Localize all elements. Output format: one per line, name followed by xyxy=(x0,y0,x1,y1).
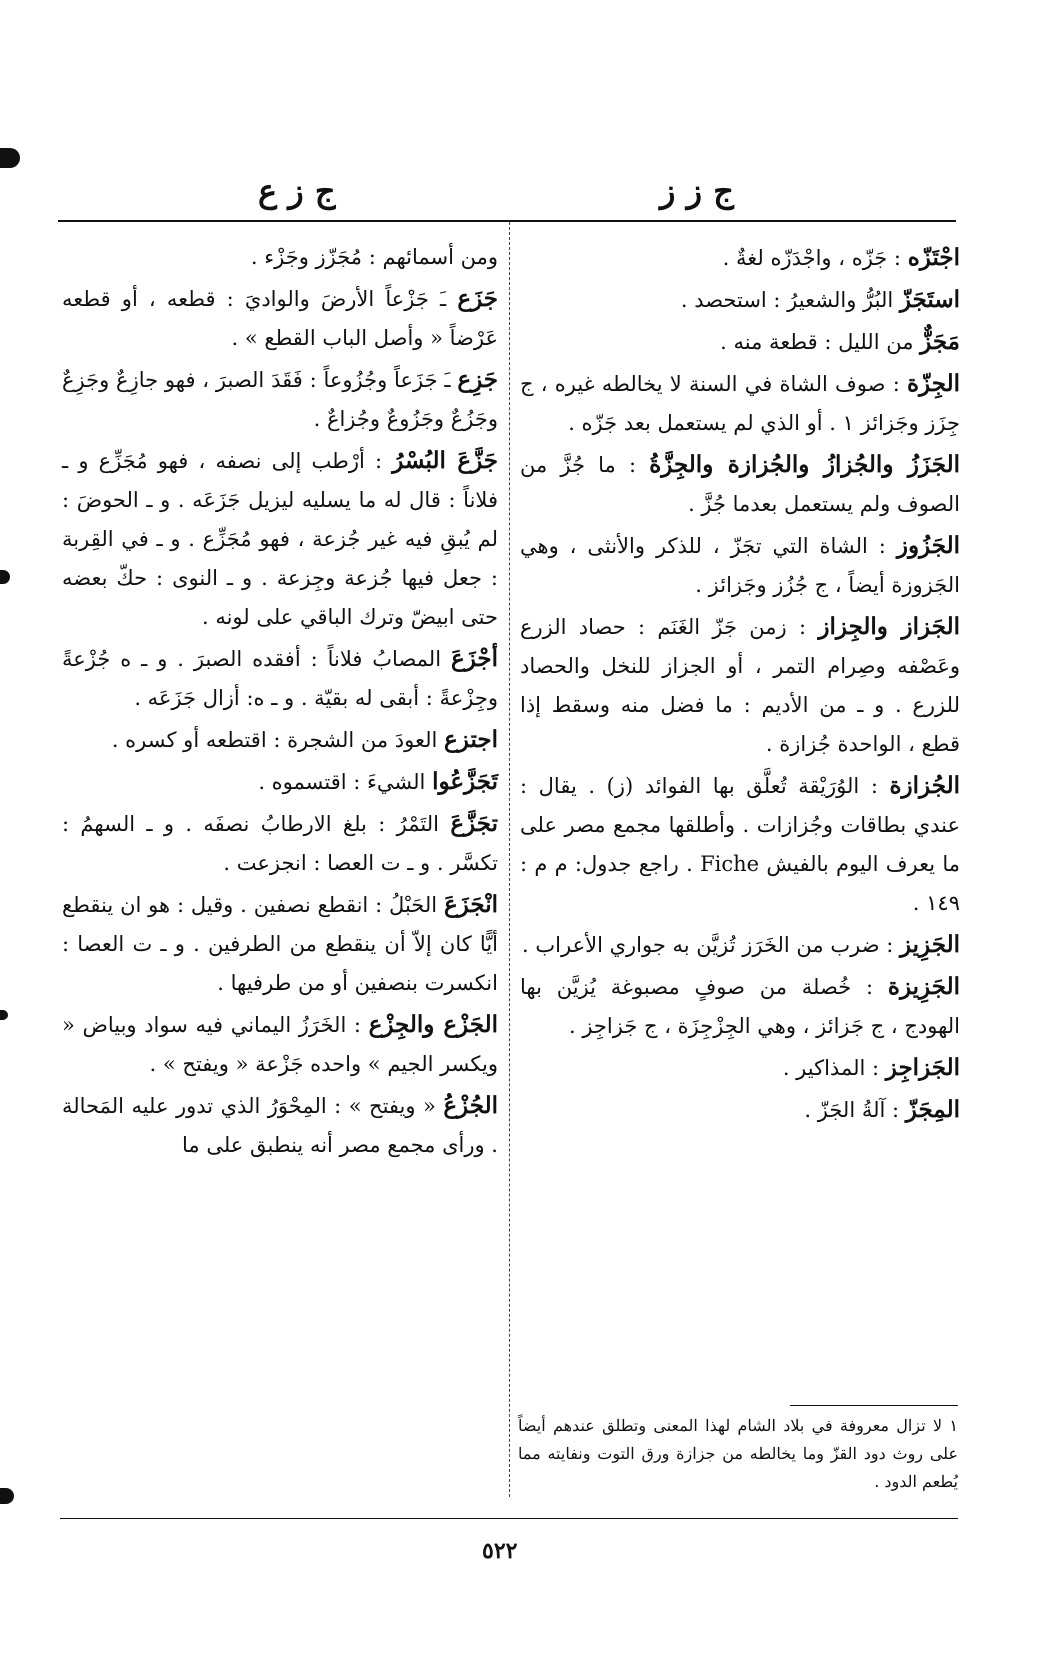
entry-text: : خُصلة من صوفٍ مصبوغة يُزيَّن بها الهودج ، ج جَزائز ، وهي الجِزْجِزَة ، ج جَزاجِز . xyxy=(520,975,960,1038)
entry-text: : جَزّه ، واجْدَزّه لغةٌ . xyxy=(722,246,902,270)
entry xyxy=(520,526,960,605)
entry-text: : ما جُزَّ من الصوف ولم يستعمل بعدما جُزَّ . xyxy=(520,453,960,516)
scan-edge-mark xyxy=(0,1488,14,1504)
entry-headword: الجُزازة xyxy=(889,772,960,799)
entry-text: : الشاة التي تجَزّ ، للذكر والأنثى ، وهي الجَزوزة أيضاً ، ج جُزُز وجَزائز . xyxy=(520,534,960,597)
entry xyxy=(520,238,960,278)
entry-text: : صوف الشاة في السنة لا يخالطه غيره ، ج جِزَز وجَزائز ١ . أو الذي لم يستعمل بعد جَزّه . xyxy=(520,372,960,435)
entry-headword: أجْزَعَ xyxy=(450,645,498,672)
entry-text: « ويفتح » : المِحْوَرُ الذي تدور عليه المَحالة . ورأى مجمع مصر أنه ينطبق على ما xyxy=(62,1094,498,1157)
right-column xyxy=(520,238,960,1132)
footnote: ١ لا تزال معروفة في بلاد الشام لهذا المعنى وتطلق عندهم أيضاً على روث دود القزّ وما يخالطه من جزازة ورق التوت ونفايته مما يُطعم الدود . xyxy=(518,1416,958,1491)
entry-text: من الليل : قطعة منه . xyxy=(720,330,914,354)
scan-edge-mark xyxy=(0,148,20,168)
entry xyxy=(62,885,498,1003)
entry-text: : ضرب من الخَرَز تُزيَّن به جواري الأعراب . xyxy=(522,933,894,957)
entry-headword: الجَزَزُ والجُزازُ والجُزازة والجِزَّةُ xyxy=(649,451,960,478)
entry xyxy=(520,607,960,764)
page-number: ٥٢٢ xyxy=(482,1538,518,1564)
entry-text: التَمْرُ : بلغ الارطابُ نصفَه . و ـ السهمُ : تكسَّر . و ـ ت العصا : انجزعت . xyxy=(62,812,498,875)
entry xyxy=(520,1048,960,1088)
entry-headword: الجَزِيزة xyxy=(887,973,960,1000)
entry-headword: المِجَزّ xyxy=(905,1096,960,1123)
entry-text: ـَ جَزَعاً وجُزُوعاً : فَقَدَ الصبرَ ، فهو جازِعٌ وجَزِعٌ وجَزُعٌ وجَزُوعٌ وجُزاعٌ . xyxy=(62,368,498,431)
entry-text: : الوُرَيْقة تُعلَّق بها الفوائد (ز) . يقال : عندي بطاقات وجُزازات . وأطلقها مجمع مصر على ما يعرف اليوم بالفيش Fiche . راجع جدول: م م : ١٤٩ . xyxy=(520,774,960,915)
entry-headword: الجِزّة xyxy=(907,370,960,397)
entry-headword: تجَزَّعَ xyxy=(450,810,498,837)
entry xyxy=(62,279,498,358)
scan-edge-mark xyxy=(0,1010,8,1020)
entry-headword: مَجَزٌّ xyxy=(920,328,960,355)
entry-text: : آلةُ الجَزّ . xyxy=(804,1098,900,1122)
entry xyxy=(520,364,960,443)
entry-headword: استَجَزّ xyxy=(899,286,960,313)
entry-text: الحَبْلُ : انقطع نصفين . وقيل : هو ان ينقطع أيًّا كان إلاّ أن ينقطع من الطرفين . و ـ ت العصا : انكسرت بنصفين أو من طرفيها . xyxy=(62,893,498,995)
entry-headword: اجْتَزّه xyxy=(907,244,960,271)
entry xyxy=(520,280,960,320)
entry-text: ـَ جَزْعاً الأرضَ والواديَ : قطعه ، أو قطعه عَرْضاً « وأصل الباب القطع » . xyxy=(62,287,498,350)
entry-text: البُرُّ والشعيرُ : استحصد . xyxy=(680,288,894,312)
entry xyxy=(520,925,960,965)
entry-text: المصابُ فلاناً : أفقده الصبرَ . و ـ ه جُزْعةً وجِزْعةً : أبقى له بقيّة . و ـ ه: أزال جَزَعَه . xyxy=(62,647,498,710)
header-rule xyxy=(58,220,956,222)
entry-headword: اجتزع xyxy=(444,726,498,753)
entry-headword: الجَزِيز xyxy=(899,931,960,958)
entry-headword: جَزِع xyxy=(457,366,498,393)
running-head-left: ج ز ع xyxy=(258,172,336,210)
entry-headword: الجَزاز والجِزاز xyxy=(818,613,960,640)
entry xyxy=(62,441,498,637)
entry xyxy=(62,720,498,760)
entry-text: الشيءَ : اقتسموه . xyxy=(258,770,426,794)
entry-headword: تَجَزَّعُوا xyxy=(432,768,498,795)
entry-headword: الجَزاجِز xyxy=(885,1054,960,1081)
entry-headword: جَزَع xyxy=(457,285,498,312)
entry-text: : أرْطب إلى نصفه ، فهو مُجَزِّع و ـ فلاناً : قال له ما يسليه ليزيل جَزَعَه . و ـ الحوضَ : لم يُبقِ فيه غير جُزعة ، فهو مُجَزِّع . و ـ في القِربة : جعل فيها جُزعة وجِزعة . و ـ النوى : حكّ بعضه حتى ابيضّ وترك الباقي على لونه . xyxy=(62,449,498,629)
entry xyxy=(520,967,960,1046)
entry-headword: جَزَّعَ البُسْرُ xyxy=(392,447,498,474)
entry xyxy=(62,762,498,802)
entry-text: : الخَرَزُ اليماني فيه سواد وبياض « ويكسر الجيم » واحده جَزْعة « ويفتح » . xyxy=(62,1013,498,1076)
running-head-right: ج ز ز xyxy=(660,172,734,210)
left-column xyxy=(62,238,498,1167)
entry-headword: الجَزْع والجِزْع xyxy=(368,1011,498,1038)
entry-text: : زمن جَزّ الغَنَم : حصاد الزرع وعَصْفه وصِرام التمر ، أو الجزاز للنخل والحصاد للزرع . و ـ من الأديم : ما فضل منه وسقط إذا قطع ، الواحدة جُزازة . xyxy=(520,615,960,756)
entry xyxy=(520,766,960,923)
entry-headword: الجَزُوز xyxy=(896,532,960,559)
entry-headword: الجُزْعُ xyxy=(443,1092,498,1119)
entry xyxy=(62,238,498,277)
entry-text: : المذاكير . xyxy=(782,1056,880,1080)
entry-text: العودَ من الشجرة : اقتطعه أو كسره . xyxy=(111,728,438,752)
entry xyxy=(62,639,498,718)
entry-text: ومن أسمائهم : مُجَزّز وجَزْء . xyxy=(250,245,498,269)
entry-headword: انْجَزَعَ xyxy=(443,891,498,918)
entry xyxy=(62,1086,498,1165)
entry xyxy=(62,360,498,439)
footnote-rule xyxy=(790,1405,958,1406)
entry xyxy=(520,322,960,362)
entry xyxy=(62,804,498,883)
entry xyxy=(520,445,960,524)
entry xyxy=(62,1005,498,1084)
column-divider xyxy=(509,222,510,1497)
footer-rule xyxy=(60,1518,958,1519)
scan-edge-mark xyxy=(0,570,10,584)
entry xyxy=(520,1090,960,1130)
